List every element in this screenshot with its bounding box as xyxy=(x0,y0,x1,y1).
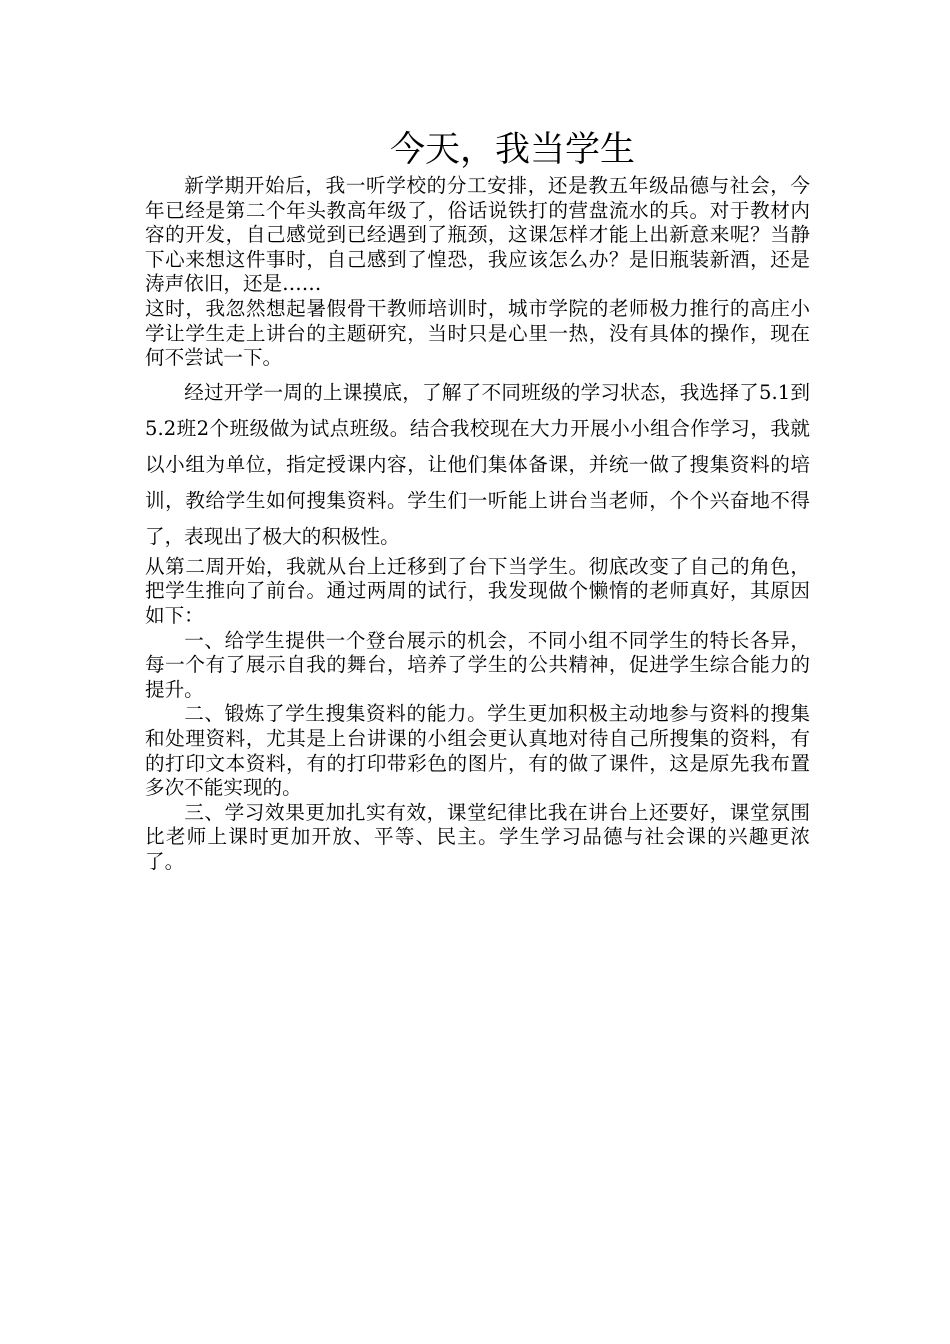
paragraph-idea: 这时，我忽然想起暑假骨干教师培训时，城市学院的老师极力推行的高庄小学让学生走上讲台的主题研究，当时只是心里一热，没有具体的操作，现在何不尝试一下。 xyxy=(145,296,810,370)
document-body xyxy=(145,128,810,874)
paragraph-reason-three: 三、学习效果更加扎实有效，课堂纪律比我在讲台上还要好，课堂氛围比老师上课时更加开放、平等、民主。学生学习品德与社会课的兴趣更浓了。 xyxy=(145,800,810,873)
paragraph-trial: 经过开学一周的上课摸底，了解了不同班级的学习状态，我选择了5.1到5.2班2个班级做为试点班级。结合我校现在大力开展小小组合作学习，我就以小组为单位，指定授课内容，让他们集体备课，并统一做了搜集资料的培训，教给学生如何搜集资料。学生们一听能上讲台当老师，个个兴奋地不得了，表现出了极大的积极性。 xyxy=(145,380,810,548)
document-title: 今天，我当学生 xyxy=(389,130,635,170)
paragraph-reason-one: 一、给学生提供一个登台展示的机会，不同小组不同学生的特长各异，每一个有了展示自我的舞台，培养了学生的公共精神，促进学生综合能力的提升。 xyxy=(145,628,810,701)
paragraph-intro: 新学期开始后，我一听学校的分工安排，还是教五年级品德与社会，今年已经是第二个年头教高年级了，俗话说铁打的营盘流水的兵。对于教材内容的开发，自己感觉到已经遇到了瓶颈，这课怎样才能上出新意来呢？当静下心来想这件事时，自己感到了惶恐，我应该怎么办？是旧瓶装新酒，还是涛声依旧，还是…… xyxy=(145,174,810,296)
paragraph-reason-two: 二、锻炼了学生搜集资料的能力。学生更加积极主动地参与资料的搜集和处理资料，尤其是上台讲课的小组会更认真地对待自己所搜集的资料，有的打印文本资料，有的打印带彩色的图片，有的做了课件，这是原先我布置多次不能实现的。 xyxy=(145,702,810,800)
paragraph-role-change: 从第二周开始，我就从台上迁移到了台下当学生。彻底改变了自己的角色，把学生推向了前台。通过两周的试行，我发现做个懒惰的老师真好，其原因如下： xyxy=(145,554,810,627)
